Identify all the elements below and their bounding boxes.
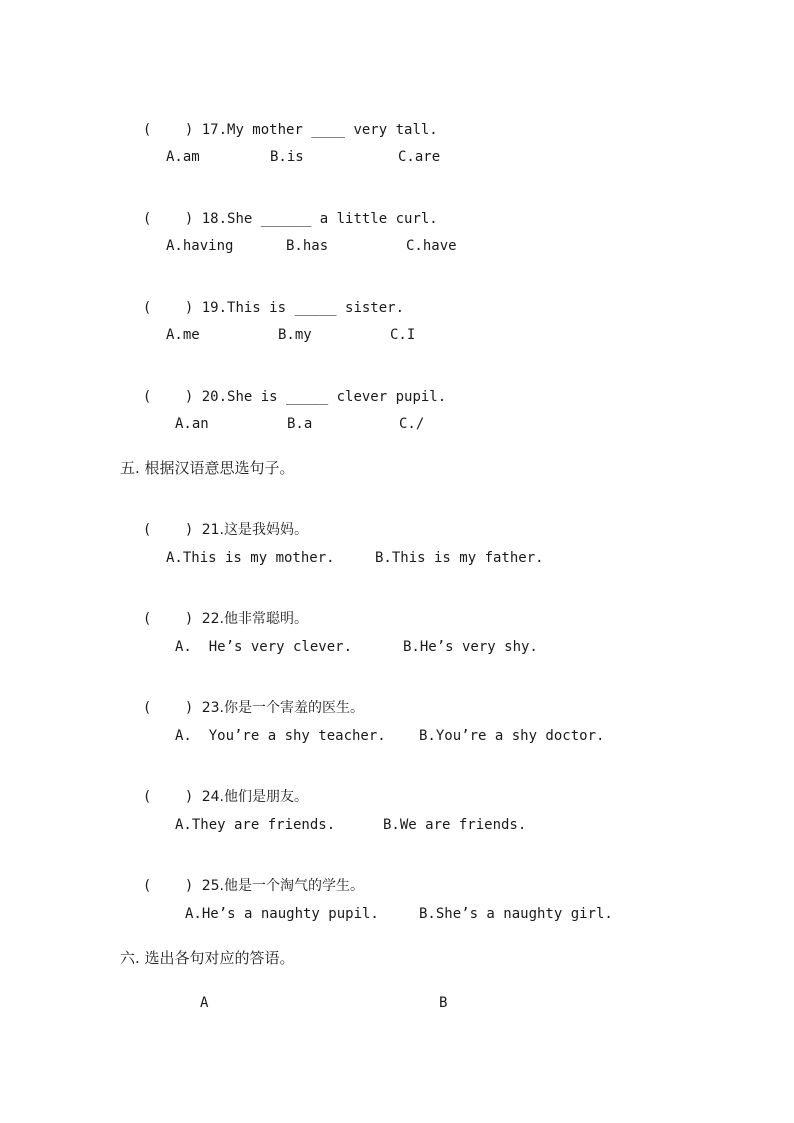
question-text: 17.My mother ____ very tall. — [201, 122, 438, 138]
question-text: 21.这是我妈妈。 — [201, 522, 308, 538]
question-text: 25.他是一个淘气的学生。 — [201, 878, 364, 894]
option-b: B.This is my father. — [375, 550, 544, 566]
answer-paren-open[interactable]: ( — [142, 789, 152, 805]
option-a: A.me — [166, 327, 200, 343]
question-19 — [126, 281, 404, 317]
option-b: B.She’s a naughty girl. — [419, 906, 613, 922]
option-a: A.He’s a naughty pupil. — [185, 906, 379, 922]
answer-paren-close: ) — [184, 611, 194, 627]
answer-paren-close: ) — [184, 700, 194, 716]
answer-paren-close: ) — [184, 211, 194, 227]
option-b: B.He’s very shy. — [403, 639, 538, 655]
answer-paren-close: ) — [184, 300, 194, 316]
question-text: 22.他非常聪明。 — [201, 611, 308, 627]
section-5-title: 五. 根据汉语意思选句子。 — [120, 459, 295, 477]
column-a-header: A — [200, 995, 209, 1011]
column-b-header: B — [439, 995, 448, 1011]
question-21 — [126, 503, 308, 539]
answer-paren-open[interactable]: ( — [142, 389, 152, 405]
question-text: 19.This is _____ sister. — [201, 300, 405, 316]
option-b: B.We are friends. — [383, 817, 527, 833]
option-c: C.I — [390, 327, 416, 343]
option-a: A.They are friends. — [175, 817, 336, 833]
question-24 — [126, 770, 308, 806]
option-c: C.have — [406, 238, 457, 254]
answer-paren-open[interactable]: ( — [142, 300, 152, 316]
answer-paren-open[interactable]: ( — [142, 211, 152, 227]
answer-paren-close: ) — [184, 878, 194, 894]
question-23 — [126, 681, 364, 717]
answer-paren-open[interactable]: ( — [142, 611, 152, 627]
question-text: 20.She is _____ clever pupil. — [201, 389, 447, 405]
question-text: 24.他们是朋友。 — [201, 789, 308, 805]
answer-paren-close: ) — [184, 389, 194, 405]
answer-paren-open[interactable]: ( — [142, 122, 152, 138]
option-a: A.having — [166, 238, 234, 254]
question-text: 23.你是一个害羞的医生。 — [201, 700, 364, 716]
answer-paren-open[interactable]: ( — [142, 878, 152, 894]
option-c: C.are — [398, 149, 441, 165]
option-a: A.This is my mother. — [166, 550, 335, 566]
option-b: B.my — [278, 327, 312, 343]
question-17 — [126, 103, 438, 139]
question-20 — [126, 370, 446, 406]
option-a: A. He’s very clever. — [175, 639, 353, 655]
answer-paren-open[interactable]: ( — [142, 522, 152, 538]
option-a: A.an — [175, 416, 209, 432]
answer-paren-open[interactable]: ( — [142, 700, 152, 716]
answer-paren-close: ) — [184, 789, 194, 805]
option-a: A.am — [166, 149, 200, 165]
section-6-title: 六. 选出各句对应的答语。 — [120, 949, 295, 967]
answer-paren-close: ) — [184, 522, 194, 538]
question-18 — [126, 192, 438, 228]
option-a: A. You’re a shy teacher. — [175, 728, 386, 744]
question-22 — [126, 592, 308, 628]
question-25 — [126, 859, 364, 895]
option-b: B.a — [287, 416, 313, 432]
answer-paren-close: ) — [184, 122, 194, 138]
option-b: B.You’re a shy doctor. — [419, 728, 605, 744]
question-text: 18.She ______ a little curl. — [201, 211, 438, 227]
option-b: B.is — [270, 149, 304, 165]
option-b: B.has — [286, 238, 329, 254]
option-c: C./ — [399, 416, 425, 432]
